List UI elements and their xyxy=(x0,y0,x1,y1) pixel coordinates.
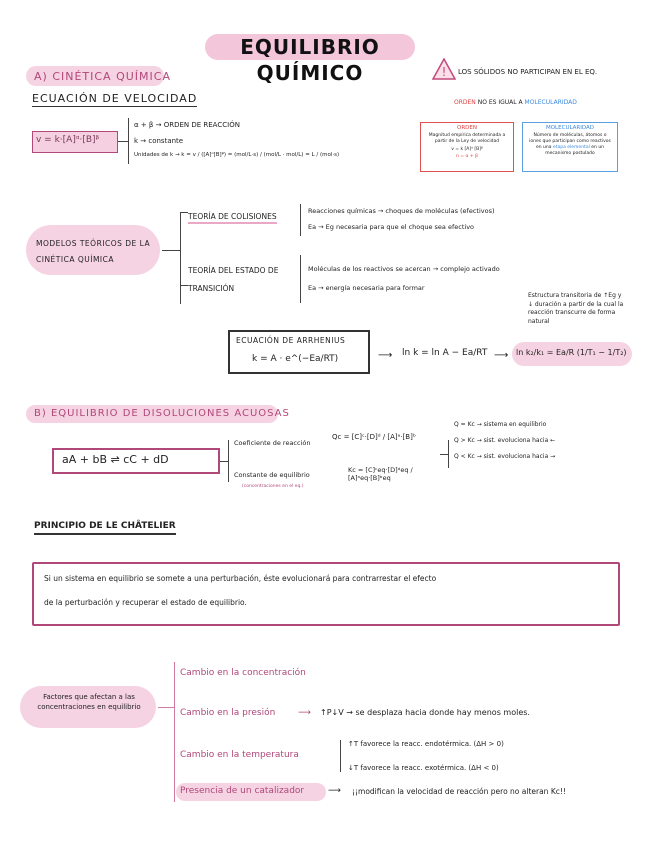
chatelier-text-2: de la perturbación y recuperar el estado de equilibrio. xyxy=(44,598,247,607)
kc-note: (concentraciones en el eq.) xyxy=(242,484,304,489)
transition-label: TEORÍA DEL ESTADO DE TRANSICIÓN xyxy=(188,266,279,293)
factors-label: Factores que afectan a las concentraciones en equilibrio xyxy=(37,693,141,711)
svg-text:!: ! xyxy=(441,65,447,79)
case-greater: Q > Kc → sist. evoluciona hacia ← xyxy=(454,437,556,444)
factor-catalyst: Presencia de un catalizador xyxy=(180,786,305,796)
transition-item-1: Moléculas de los reactivos se acercan → complejo activado xyxy=(308,265,500,273)
arrhenius-ln: ln k = ln A − Ea/RT xyxy=(402,348,488,358)
chatelier-box xyxy=(32,562,620,626)
factor-pressure: Cambio en la presión xyxy=(180,708,276,718)
models-label: MODELOS TEÓRICOS DE LA CINÉTICA QUÍMICA xyxy=(36,239,151,264)
arrhenius-arrow-1: ⟶ xyxy=(378,350,393,361)
pressure-effect: ↑P↓V → se desplaza hacia donde hay menos moles. xyxy=(320,708,530,717)
arrhenius-equation: k = A · e^(−Ea/RT) xyxy=(252,354,339,364)
case-lower: Q < Kc → sist. evoluciona hacia → xyxy=(454,453,556,460)
qc-label: Coeficiente de reacción xyxy=(234,439,311,447)
orden-card-body: Magnitud empírica determinada a partir de la Ley de velocidad xyxy=(428,133,506,144)
warning-text: LOS SÓLIDOS NO PARTICIPAN EN EL EQ. xyxy=(458,68,598,76)
catalyst-effect: ¡¡modifican la velocidad de reacción pero no alteran Kc!! xyxy=(352,787,566,796)
section-b-heading: B) EQUILIBRIO DE DISOLUCIONES ACUOSAS xyxy=(34,408,290,419)
chatelier-heading: PRINCIPIO DE LE CHÂTELIER xyxy=(34,521,176,535)
temp-up-effect: ↑T favorece la reacc. endotérmica. (ΔH > 0) xyxy=(348,740,504,748)
orden-vs-molecularidad: ORDEN NO ES IGUAL A MOLECULARIDAD xyxy=(454,99,577,106)
k-units-note: Unidades de k → k = v / ([A]ᵅ[B]ᵝ) = (mol/L·s) / (mol/L · mol/L) = L / (mol·s) xyxy=(134,152,340,158)
orden-card-eq: v = k [A]ᵅ [B]ᵝ xyxy=(451,147,483,152)
molec-card-body: Número de moléculas, átomos o iones que participan como reactivos en una etapa elemental en un mecanismo postulado xyxy=(529,133,611,156)
transition-item-2: Ea → energía necesaria para formar xyxy=(308,284,425,292)
orden-card-sum: n = α + β xyxy=(456,154,478,159)
warning-icon xyxy=(432,58,456,84)
arrhenius-arrow-2: ⟶ xyxy=(494,350,509,361)
order-note: α + β → ORDEN DE REACCIÓN xyxy=(134,121,240,129)
molec-card-title: MOLECULARIDAD xyxy=(545,125,594,131)
catalyst-arrow: ⟶ xyxy=(328,786,341,796)
reaction-equation: aA + bB ⇌ cC + dD xyxy=(62,453,169,466)
temp-down-effect: ↓T favorece la reacc. exotérmica. (ΔH < 0) xyxy=(348,764,499,772)
kc-equation: Kc = [C]ᶜeq·[D]ᵈeq / [A]ᵃeq·[B]ᵇeq xyxy=(348,466,413,482)
orden-card-title: ORDEN xyxy=(457,125,477,131)
arrhenius-title: ECUACIÓN DE ARRHENIUS xyxy=(236,336,346,345)
transition-note: Estructura transitoria de ↑Eg y ↓ duración a partir de la cual la reacción transcurre de forma natural xyxy=(528,292,624,325)
qc-equation: Qc = [C]ᶜ·[D]ᵈ / [A]ᵃ·[B]ᵇ xyxy=(332,433,416,441)
chatelier-text-1: Si un sistema en equilibrio se somete a una perturbación, éste evolucionará para contrarrestar el efecto xyxy=(44,574,437,583)
collisions-item-2: Ea → Eg necesaria para que el choque sea efectivo xyxy=(308,223,475,231)
orden-card xyxy=(420,122,514,172)
k-note: k → constante xyxy=(134,137,184,145)
case-equilibrium: Q = Kc → sistema en equilibrio xyxy=(454,421,547,428)
arrhenius-ratio: ln k₂/k₁ = Ea/R (1/T₁ − 1/T₂) xyxy=(516,348,627,357)
rate-law-subheading: ECUACIÓN DE VELOCIDAD xyxy=(32,92,198,105)
collisions-label: TEORÍA DE COLISIONES xyxy=(188,212,277,224)
section-a-heading: A) CINÉTICA QUÍMICA xyxy=(34,70,171,83)
page-title: EQUILIBRIO QUÍMICO xyxy=(205,34,415,60)
collisions-item-1: Reacciones químicas → choques de moléculas (efectivos) xyxy=(308,207,495,215)
molecularidad-card xyxy=(522,122,618,172)
factor-concentration: Cambio en la concentración xyxy=(180,668,306,678)
rate-law-equation: v = k·[A]ᵅ·[B]ᵝ xyxy=(36,135,100,145)
factor-temperature: Cambio en la temperatura xyxy=(180,750,299,760)
pressure-arrow: ⟶ xyxy=(298,708,311,718)
kc-label: Constante de equilibrio xyxy=(234,471,310,479)
